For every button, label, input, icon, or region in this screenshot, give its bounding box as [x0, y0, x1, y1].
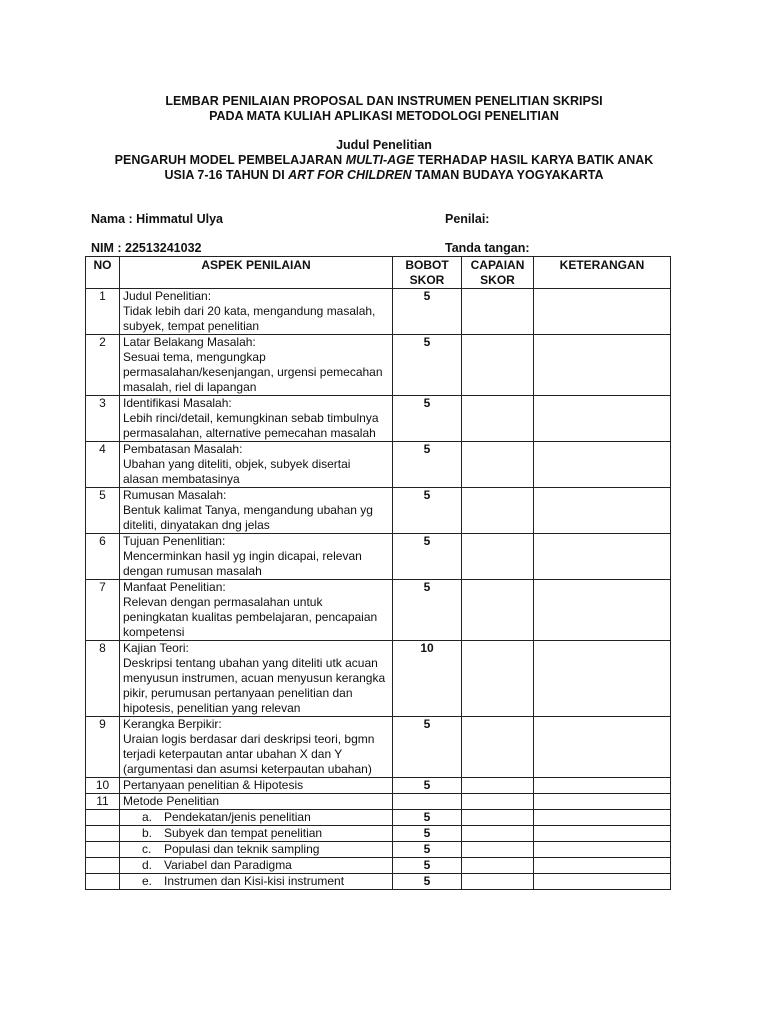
aspect-title: Latar Belakang Masalah: — [123, 335, 256, 349]
row-bobot: 5 — [393, 534, 462, 580]
remarks-cell[interactable] — [534, 289, 671, 335]
header-no: NO — [86, 257, 120, 289]
form-title-line1: LEMBAR PENILAIAN PROPOSAL DAN INSTRUMEN PENELITIAN SKRIPSI — [165, 94, 603, 108]
sub-letter: b. — [142, 826, 153, 840]
score-cell[interactable] — [462, 335, 534, 396]
remarks-cell[interactable] — [534, 794, 671, 810]
score-cell[interactable] — [462, 580, 534, 641]
sub-label: Subyek dan tempat penelitian — [164, 826, 323, 840]
table-row — [86, 396, 671, 442]
row-aspek — [120, 810, 393, 826]
header-aspek: ASPEK PENILAIAN — [120, 257, 393, 289]
row-aspek — [120, 442, 393, 488]
table-subrow — [86, 858, 671, 874]
sub-letter: c. — [142, 842, 152, 856]
aspect-title: Tujuan Penenlitian: — [123, 534, 226, 548]
form-title-line2: PADA MATA KULIAH APLIKASI METODOLOGI PENELITIAN — [209, 109, 559, 123]
table-row — [86, 580, 671, 641]
aspect-title: Kerangka Berpikir: — [123, 717, 222, 731]
assessor-label: Penilai: — [445, 212, 490, 226]
row-no: 8 — [86, 641, 120, 717]
row-bobot: 5 — [393, 717, 462, 778]
score-cell[interactable] — [462, 858, 534, 874]
aspect-desc: Lebih rinci/detail, kemungkinan sebab timbulnya permasalahan, alternative pemecahan masalah — [123, 411, 379, 440]
remarks-cell[interactable] — [534, 874, 671, 890]
row-no: 5 — [86, 488, 120, 534]
score-cell[interactable] — [462, 810, 534, 826]
aspect-title: Manfaat Penelitian: — [123, 580, 226, 594]
table-row — [86, 641, 671, 717]
aspect-desc: Deskripsi tentang ubahan yang diteliti utk acuan menyusun instrumen, acuan menyusun kerangka pikir, perumusan pertanyaan penelitian dan hipotesis, penelitian yang relevan — [123, 656, 386, 715]
remarks-cell[interactable] — [534, 396, 671, 442]
student-nim: NIM : 22513241032 — [91, 241, 202, 255]
remarks-cell[interactable] — [534, 810, 671, 826]
table-header-row — [86, 257, 671, 289]
table-row — [86, 335, 671, 396]
table-row — [86, 534, 671, 580]
sub-label: Instrumen dan Kisi-kisi instrument — [164, 874, 345, 888]
row-no — [86, 810, 120, 826]
sub-label: Pendekatan/jenis penelitian — [164, 810, 311, 824]
row-no: 7 — [86, 580, 120, 641]
row-aspek: Metode Penelitian — [120, 794, 393, 810]
row-no: 1 — [86, 289, 120, 335]
score-cell[interactable] — [462, 874, 534, 890]
remarks-cell[interactable] — [534, 717, 671, 778]
score-cell[interactable] — [462, 794, 534, 810]
row-bobot: 5 — [393, 442, 462, 488]
row-bobot: 5 — [393, 396, 462, 442]
score-cell[interactable] — [462, 826, 534, 842]
row-no: 3 — [86, 396, 120, 442]
aspect-desc: Mencerminkan hasil yg ingin dicapai, relevan dengan rumusan masalah — [123, 549, 362, 578]
score-cell[interactable] — [462, 289, 534, 335]
remarks-cell[interactable] — [534, 442, 671, 488]
score-cell[interactable] — [462, 534, 534, 580]
row-bobot: 5 — [393, 858, 462, 874]
row-aspek — [120, 826, 393, 842]
remarks-cell[interactable] — [534, 335, 671, 396]
row-no: 11 — [86, 794, 120, 810]
row-no: 2 — [86, 335, 120, 396]
remarks-cell[interactable] — [534, 580, 671, 641]
score-cell[interactable] — [462, 778, 534, 794]
aspect-desc: Relevan dengan permasalahan untuk peningkatan kualitas pembelajaran, pencapaian kompetensi — [123, 595, 378, 639]
score-cell[interactable] — [462, 396, 534, 442]
table-row — [86, 778, 671, 794]
table-subrow — [86, 842, 671, 858]
row-aspek — [120, 488, 393, 534]
row-no — [86, 874, 120, 890]
row-aspek — [120, 641, 393, 717]
aspect-desc: Sesuai tema, mengungkap permasalahan/kesenjangan, urgensi pemecahan masalah, riel di lapangan — [123, 350, 383, 394]
aspect-title: Judul Penelitian: — [123, 289, 212, 303]
row-aspek — [120, 396, 393, 442]
row-bobot: 5 — [393, 580, 462, 641]
sub-letter: a. — [142, 810, 153, 824]
row-no: 9 — [86, 717, 120, 778]
row-bobot: 5 — [393, 874, 462, 890]
score-cell[interactable] — [462, 442, 534, 488]
row-aspek — [120, 842, 393, 858]
aspect-title: Pembatasan Masalah: — [123, 442, 243, 456]
aspect-title: Kajian Teori: — [123, 641, 189, 655]
row-bobot — [393, 794, 462, 810]
table-row — [86, 488, 671, 534]
row-no — [86, 826, 120, 842]
row-aspek — [120, 534, 393, 580]
row-bobot: 10 — [393, 641, 462, 717]
student-name: Nama : Himmatul Ulya — [91, 212, 223, 226]
sub-label: Populasi dan teknik sampling — [164, 842, 320, 856]
row-bobot: 5 — [393, 778, 462, 794]
header-capaian: CAPAIAN SKOR — [462, 257, 534, 289]
remarks-cell[interactable] — [534, 778, 671, 794]
row-no: 10 — [86, 778, 120, 794]
header-keterangan: KETERANGAN — [534, 257, 671, 289]
row-aspek — [120, 858, 393, 874]
aspect-desc: Tidak lebih dari 20 kata, mengandung masalah, subyek, tempat penelitian — [123, 304, 376, 333]
row-bobot: 5 — [393, 335, 462, 396]
row-aspek — [120, 874, 393, 890]
row-bobot: 5 — [393, 842, 462, 858]
row-no — [86, 842, 120, 858]
aspect-title: Identifikasi Masalah: — [123, 396, 232, 410]
aspect-desc: Uraian logis berdasar dari deskripsi teori, bgmn terjadi keterpautan antar ubahan X dan Y (argumentasi dan asumsi keterpautan ubahan) — [123, 732, 375, 776]
remarks-cell[interactable] — [534, 842, 671, 858]
table-subrow — [86, 826, 671, 842]
row-aspek — [120, 289, 393, 335]
score-cell[interactable] — [462, 488, 534, 534]
remarks-cell[interactable] — [534, 858, 671, 874]
table-row — [86, 794, 671, 810]
header-bobot: BOBOT SKOR — [393, 257, 462, 289]
row-bobot: 5 — [393, 488, 462, 534]
row-aspek — [120, 717, 393, 778]
row-bobot: 5 — [393, 289, 462, 335]
research-title-label: Judul Penelitian — [336, 138, 432, 152]
row-aspek — [120, 580, 393, 641]
sub-letter: d. — [142, 858, 153, 872]
row-aspek: Pertanyaan penelitian & Hipotesis — [120, 778, 393, 794]
table-row — [86, 442, 671, 488]
score-cell[interactable] — [462, 842, 534, 858]
table-subrow — [86, 810, 671, 826]
research-title-line2: USIA 7-16 TAHUN DI ART FOR CHILDREN TAMAN BUDAYA YOGYAKARTA — [164, 168, 604, 182]
remarks-cell[interactable] — [534, 641, 671, 717]
signature-label: Tanda tangan: — [445, 241, 530, 255]
sub-letter: e. — [142, 874, 153, 888]
row-no — [86, 858, 120, 874]
remarks-cell[interactable] — [534, 488, 671, 534]
table-row — [86, 717, 671, 778]
row-aspek — [120, 335, 393, 396]
row-bobot: 5 — [393, 826, 462, 842]
score-cell[interactable] — [462, 717, 534, 778]
aspect-desc: Bentuk kalimat Tanya, mengandung ubahan yg diteliti, dinyatakan dng jelas — [123, 503, 373, 532]
row-no: 4 — [86, 442, 120, 488]
row-bobot: 5 — [393, 810, 462, 826]
table-subrow — [86, 874, 671, 890]
research-title-line1: PENGARUH MODEL PEMBELAJARAN MULTI-AGE TERHADAP HASIL KARYA BATIK ANAK — [114, 153, 654, 167]
sub-label: Variabel dan Paradigma — [164, 858, 292, 872]
table-row — [86, 289, 671, 335]
row-no: 6 — [86, 534, 120, 580]
score-cell[interactable] — [462, 641, 534, 717]
remarks-cell[interactable] — [534, 826, 671, 842]
aspect-desc: Ubahan yang diteliti, objek, subyek disertai alasan membatasinya — [123, 457, 351, 486]
remarks-cell[interactable] — [534, 534, 671, 580]
aspect-title: Rumusan Masalah: — [123, 488, 227, 502]
assessment-table — [85, 256, 671, 890]
